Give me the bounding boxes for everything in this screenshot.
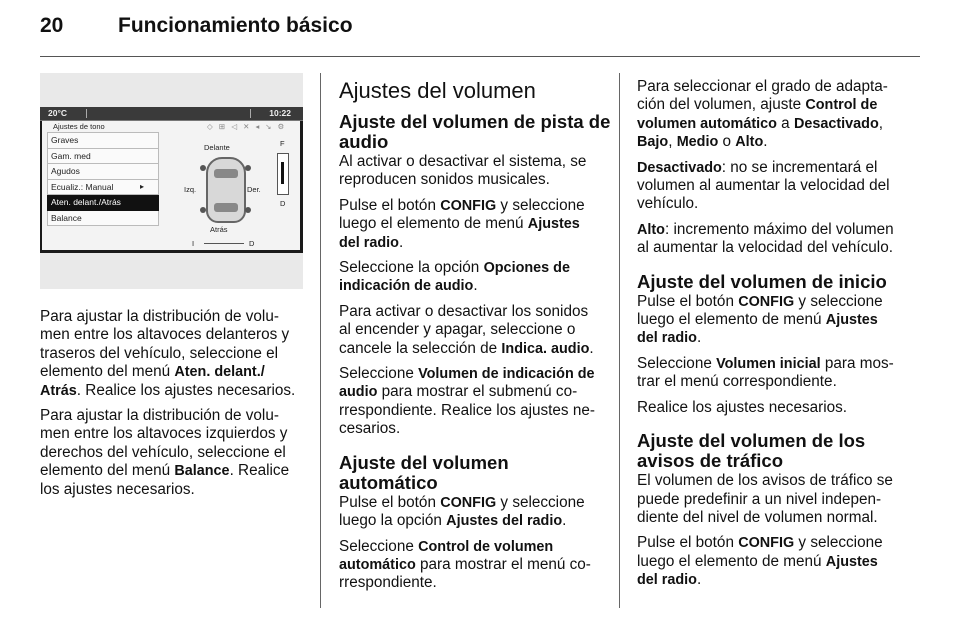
menu-term: indicación de audio: [339, 278, 474, 295]
page-number: 20: [40, 14, 64, 37]
screen-time: 10:22: [269, 108, 291, 118]
front-label: Delante: [204, 143, 230, 152]
menu-term: Control de: [805, 97, 878, 114]
text-line: al aumentar la velocidad del vehículo.: [637, 239, 893, 257]
screen-menu-item-label: Ecualiz.: Manual: [51, 181, 114, 192]
paragraph: [40, 308, 312, 400]
text-line: cancele la selección de: [339, 339, 502, 357]
header-rule: [40, 56, 920, 57]
text-line: para mostrar el submenú co-: [377, 383, 578, 401]
speaker-icon: [245, 207, 251, 213]
column-divider: [320, 73, 321, 608]
menu-term: Aten. delant./: [174, 364, 265, 381]
text-line: luego la opción: [339, 512, 447, 530]
screen-menu-item-label: Balance: [51, 212, 82, 223]
balance-left-label: I: [192, 239, 195, 248]
column-divider: [619, 73, 620, 608]
section-heading: Ajustes del volumen: [339, 78, 536, 103]
menu-term: Desactivado: [637, 159, 722, 176]
text-line: men entre los altavoces delanteros y: [40, 326, 290, 344]
menu-term: Control de volumen: [418, 538, 554, 555]
menu-term: del radio: [637, 572, 697, 589]
screen-menu-title: Ajustes de tono: [53, 122, 105, 131]
text-line: elemento del menú: [40, 462, 175, 480]
car-top-view-icon: [206, 157, 246, 223]
menu-term: Alto: [637, 221, 665, 238]
text-line: ,: [878, 114, 883, 132]
heading-line: Ajuste del volumen de los: [637, 430, 866, 452]
text-line: rrespondiente.: [339, 574, 437, 592]
menu-term: automático: [339, 556, 416, 573]
balance-right-label: D: [249, 239, 255, 248]
paragraph: [339, 538, 611, 593]
windshield-shape: [214, 169, 238, 178]
button-term: CONFIG: [440, 197, 497, 214]
text-line: puede predefinir a un nivel indepen-: [637, 490, 882, 508]
subsection-heading: Ajuste del volumen de inicio: [637, 270, 887, 292]
screen-body: [42, 121, 300, 250]
text-line: Pulse el botón: [637, 292, 739, 310]
text-line: y seleccione: [496, 493, 585, 511]
text-line: Al activar o desactivar el sistema, se: [339, 153, 587, 170]
text-line: ,: [668, 133, 677, 151]
text-line: men entre los altavoces izquierdos y: [40, 425, 288, 443]
screen-menu-item-label: Agudos: [51, 166, 80, 176]
button-term: CONFIG: [440, 494, 497, 511]
text-line: traseros del vehículo, seleccione el: [40, 344, 279, 362]
text-line: y seleccione: [794, 292, 883, 310]
text-line: Seleccione la opción: [339, 259, 484, 277]
text-line: elemento del menú: [40, 363, 175, 381]
text-line: luego el elemento de menú: [339, 215, 528, 233]
heading-line: avisos de tráfico: [637, 450, 784, 472]
button-term: CONFIG: [738, 293, 795, 310]
text-line: luego el elemento de menú: [637, 552, 826, 570]
status-divider: [86, 109, 87, 118]
text-line: para mos-: [820, 354, 894, 372]
paragraph: [637, 78, 927, 152]
left-label: Izq.: [184, 185, 197, 194]
text-line: .: [696, 571, 702, 589]
screen-menu-item-label: Graves: [51, 135, 79, 145]
speaker-icon: [245, 165, 251, 171]
text-line: Pulse el botón: [637, 534, 739, 552]
submenu-arrow-icon: ▸: [139, 181, 144, 191]
column-2: [339, 78, 611, 600]
menu-term: Ajustes del radio: [446, 513, 563, 530]
infotainment-screen-image: [40, 107, 303, 253]
text-line: .: [562, 512, 567, 530]
paragraph: [637, 399, 927, 417]
text-line: o: [718, 133, 736, 151]
text-line: Para ajustar la distribución de volu-: [40, 308, 279, 325]
screen-status-bar: [40, 107, 303, 121]
menu-term: Ajustes: [527, 216, 580, 233]
paragraph: [637, 534, 927, 589]
text-line: .: [696, 329, 702, 347]
text-line: : no se incrementará el: [721, 158, 878, 176]
paragraph: [339, 259, 611, 296]
menu-term: Bajo: [637, 134, 669, 151]
text-line: Realice los ajustes necesarios.: [637, 398, 848, 416]
paragraph: [339, 197, 611, 252]
paragraph: [339, 303, 611, 358]
speaker-icon: [200, 207, 206, 213]
text-line: los ajustes necesarios.: [40, 480, 195, 498]
text-line: al encender y apagar, seleccione o: [339, 321, 576, 339]
fader-slider-level: [281, 162, 284, 184]
text-line: .: [473, 277, 478, 295]
screen-menu-item: [47, 149, 159, 165]
rear-window-shape: [214, 203, 238, 212]
text-line: volumen al aumentar la velocidad del: [637, 177, 890, 195]
menu-term: del radio: [339, 234, 399, 251]
text-line: .: [398, 233, 404, 251]
speaker-icon: [200, 165, 206, 171]
text-line: cesarios.: [339, 420, 401, 438]
text-line: y seleccione: [496, 196, 585, 214]
fader-rear-label: D: [280, 199, 286, 208]
text-line: reproducen sonidos musicales.: [339, 171, 550, 189]
page-title: Funcionamiento básico: [118, 14, 353, 37]
menu-term: Ajustes: [825, 553, 878, 570]
paragraph: [339, 494, 611, 531]
right-label: Der.: [247, 185, 261, 194]
text-line: Seleccione: [339, 537, 419, 555]
text-line: : incremento máximo del volumen: [664, 220, 894, 238]
menu-term: Volumen inicial: [716, 355, 821, 372]
screen-menu-item-label: Gam. med: [51, 150, 91, 161]
text-line: Pulse el botón: [339, 493, 441, 511]
text-line: derechos del vehículo, seleccione el: [40, 443, 286, 461]
screen-menu-item: [47, 132, 159, 149]
subsection-heading: Ajuste del volumen automático: [339, 451, 509, 493]
menu-term: Alto: [735, 134, 764, 151]
text-line: vehículo.: [637, 195, 699, 213]
rear-label: Atrás: [210, 225, 228, 234]
paragraph: [637, 472, 927, 527]
paragraph: [637, 221, 927, 258]
text-line: trar el menú correspondiente.: [637, 373, 837, 391]
text-line: y seleccione: [794, 534, 883, 552]
text-line: diente del nivel de volumen normal.: [637, 508, 878, 526]
menu-term: Balance: [174, 463, 230, 480]
text-line: Pulse el botón: [339, 196, 441, 214]
status-divider: [250, 109, 251, 118]
screen-temperature: 20°C: [48, 108, 67, 118]
paragraph: [637, 293, 927, 348]
paragraph: [637, 355, 927, 392]
column-3: [637, 78, 927, 597]
screen-menu-list: [47, 132, 159, 226]
screen-status-icons: ◇ ⊞ ◁ ✕ ◂ ↘ ⚙: [207, 122, 287, 131]
text-line: ción del volumen, ajuste: [637, 96, 806, 114]
screen-menu-item: [47, 164, 159, 180]
text-line: Seleccione: [637, 354, 717, 372]
menu-term: del radio: [637, 330, 697, 347]
menu-term: Opciones de: [483, 260, 570, 277]
text-line: .: [763, 133, 768, 151]
screen-menu-item-label: Aten. delant./Atrás: [51, 197, 121, 207]
heading-line: audio: [339, 131, 389, 152]
text-line: . Realice: [229, 462, 290, 480]
menu-term: Medio: [676, 134, 719, 151]
menu-term: volumen automático: [637, 115, 777, 132]
text-line: rrespondiente. Realice los ajustes ne-: [339, 401, 595, 419]
screen-menu-item: [47, 180, 159, 196]
paragraph: [339, 153, 611, 190]
paragraph: [339, 365, 611, 439]
fader-front-label: F: [280, 139, 285, 148]
text-line: Para ajustar la distribución de volu-: [40, 407, 279, 425]
menu-term: Ajustes: [825, 312, 878, 329]
paragraph: [40, 407, 312, 499]
subsection-heading: [637, 431, 927, 471]
menu-term: Desactivado: [793, 115, 879, 132]
text-line: a: [776, 114, 794, 132]
text-line: .: [589, 339, 594, 357]
paragraph: [637, 159, 927, 214]
subsection-heading: [339, 112, 611, 152]
text-line: Seleccione: [339, 365, 419, 383]
menu-term: Atrás: [40, 382, 77, 399]
text-line: luego el elemento de menú: [637, 311, 826, 329]
menu-term: audio: [339, 384, 378, 401]
text-line: El volumen de los avisos de tráfico se: [637, 472, 893, 490]
balance-slider: [204, 243, 244, 247]
column-1: [40, 308, 312, 506]
text-line: Para seleccionar el grado de adapta-: [637, 78, 888, 95]
heading-line: Ajuste del volumen de pista de: [339, 111, 611, 132]
button-term: CONFIG: [738, 535, 795, 552]
screen-menu-item-selected: [47, 195, 159, 211]
menu-term: Volumen de indicación de: [418, 366, 595, 383]
text-line: Para activar o desactivar los sonidos: [339, 302, 589, 320]
menu-term: Indica. audio: [501, 340, 590, 357]
screen-menu-item: [47, 211, 159, 227]
text-line: para mostrar el menú co-: [415, 555, 591, 573]
fader-slider: [277, 153, 289, 195]
text-line: . Realice los ajustes necesarios.: [76, 381, 296, 399]
